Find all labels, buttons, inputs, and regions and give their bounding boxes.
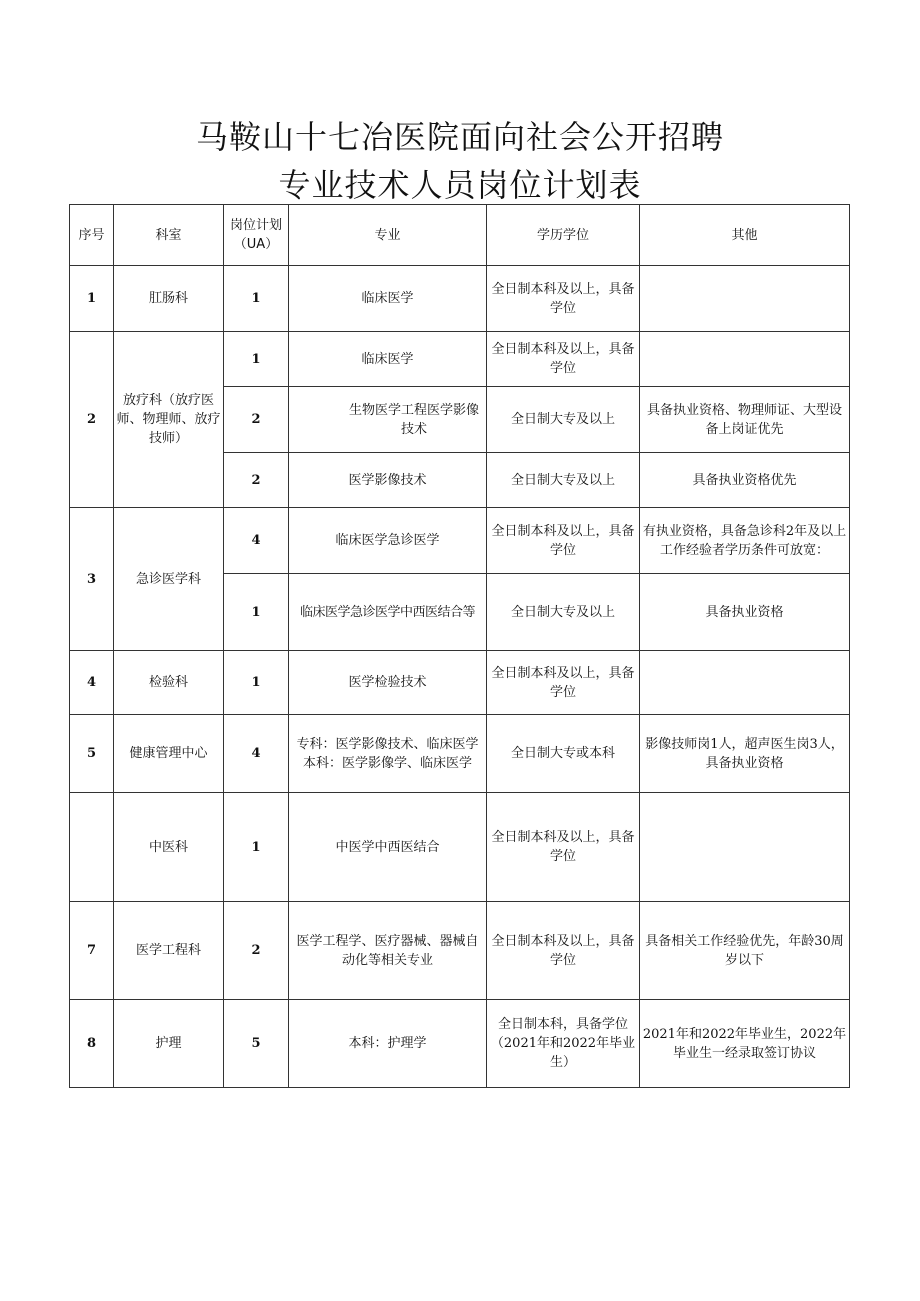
table-row (70, 508, 850, 574)
cell-edu: 全日制本科，具备学位（2021年和2022年毕业生） (487, 1000, 640, 1088)
cell-other: 有执业资格，具备急诊科2年及以上工作经验者学历条件可放宽： (640, 508, 850, 574)
cell-plan: 1 (224, 793, 289, 902)
cell-edu: 全日制大专及以上 (487, 453, 640, 508)
cell-major: 临床医学急诊医学中西医结合等 (289, 574, 487, 651)
cell-major: 临床医学 (289, 332, 487, 387)
cell-plan: 4 (224, 715, 289, 793)
header-seq: 序号 (70, 205, 114, 266)
cell-seq: 8 (70, 1000, 114, 1088)
cell-seq: 7 (70, 902, 114, 1000)
header-edu: 学历学位 (487, 205, 640, 266)
cell-dept: 健康管理中心 (114, 715, 224, 793)
cell-other: 具备相关工作经验优先，年龄30周岁以下 (640, 902, 850, 1000)
cell-other: 具备执业资格优先 (640, 453, 850, 508)
table-row (70, 1000, 850, 1088)
cell-seq: 3 (70, 508, 114, 651)
cell-plan: 5 (224, 1000, 289, 1088)
cell-edu: 全日制大专及以上 (487, 387, 640, 453)
cell-dept: 医学工程科 (114, 902, 224, 1000)
cell-edu: 全日制本科及以上，具备学位 (487, 508, 640, 574)
table-row (70, 793, 850, 902)
cell-other: 具备执业资格 (640, 574, 850, 651)
cell-dept: 护理 (114, 1000, 224, 1088)
cell-edu: 全日制大专或本科 (487, 715, 640, 793)
cell-edu: 全日制大专及以上 (487, 574, 640, 651)
cell-plan: 1 (224, 651, 289, 715)
table-row (70, 651, 850, 715)
cell-plan: 4 (224, 508, 289, 574)
header-plan: 岗位计划（UA） (224, 205, 289, 266)
cell-other (640, 651, 850, 715)
cell-edu: 全日制本科及以上，具备学位 (487, 332, 640, 387)
cell-major: 临床医学 (289, 266, 487, 332)
document-title-line2: 专业技术人员岗位计划表 (278, 166, 642, 204)
cell-major: 医学影像技术 (289, 453, 487, 508)
cell-major: 专科：医学影像技术、临床医学本科：医学影像学、临床医学 (289, 715, 487, 793)
table-row (70, 332, 850, 387)
cell-major: 医学工程学、医疗器械、器械自动化等相关专业 (289, 902, 487, 1000)
recruitment-plan-table (69, 204, 850, 1088)
header-major: 专业 (289, 205, 487, 266)
table-row (70, 715, 850, 793)
cell-other: 2021年和2022年毕业生，2022年毕业生一经录取签订协议 (640, 1000, 850, 1088)
cell-dept: 急诊医学科 (114, 508, 224, 651)
table-row (70, 266, 850, 332)
cell-dept: 放疗科（放疗医师、物理师、放疗技师） (114, 332, 224, 508)
cell-plan: 2 (224, 453, 289, 508)
cell-seq (70, 793, 114, 902)
cell-plan: 1 (224, 332, 289, 387)
cell-plan: 1 (224, 266, 289, 332)
cell-seq: 4 (70, 651, 114, 715)
table-header-row (70, 205, 850, 266)
document-title-line1: 马鞍山十七冶医院面向社会公开招聘 (195, 118, 724, 156)
table-row (70, 902, 850, 1000)
cell-edu: 全日制本科及以上，具备学位 (487, 902, 640, 1000)
cell-edu: 全日制本科及以上，具备学位 (487, 651, 640, 715)
cell-seq: 2 (70, 332, 114, 508)
cell-other (640, 332, 850, 387)
cell-plan: 2 (224, 387, 289, 453)
cell-major: 医学检验技术 (289, 651, 487, 715)
cell-major: 临床医学急诊医学 (289, 508, 487, 574)
cell-major: 本科：护理学 (289, 1000, 487, 1088)
cell-seq: 1 (70, 266, 114, 332)
cell-other (640, 266, 850, 332)
cell-major: 生物医学工程医学影像技术 (289, 387, 487, 453)
cell-plan: 2 (224, 902, 289, 1000)
cell-other (640, 793, 850, 902)
cell-edu: 全日制本科及以上，具备学位 (487, 793, 640, 902)
cell-major: 中医学中西医结合 (289, 793, 487, 902)
header-dept: 科室 (114, 205, 224, 266)
cell-other: 影像技师岗1人，超声医生岗3人，具备执业资格 (640, 715, 850, 793)
cell-dept: 肛肠科 (114, 266, 224, 332)
header-other: 其他 (640, 205, 850, 266)
cell-edu: 全日制本科及以上，具备学位 (487, 266, 640, 332)
cell-other: 具备执业资格、物理师证、大型设备上岗证优先 (640, 387, 850, 453)
cell-dept: 中医科 (114, 793, 224, 902)
cell-dept: 检验科 (114, 651, 224, 715)
cell-seq: 5 (70, 715, 114, 793)
cell-plan: 1 (224, 574, 289, 651)
